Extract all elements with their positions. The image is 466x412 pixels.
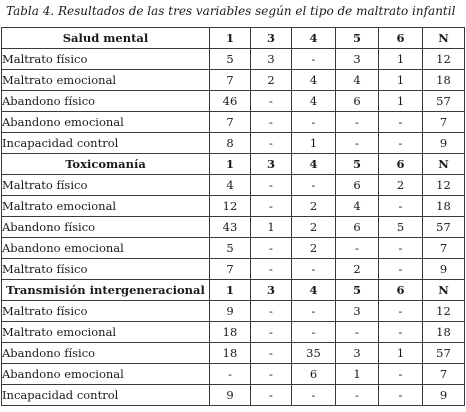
column-header: 1 [210,280,251,301]
table-cell: - [336,112,379,133]
table-cell: - [251,238,292,259]
table-cell: - [292,259,336,280]
table-cell: 57 [423,343,465,364]
column-header: 5 [336,154,379,175]
row-label: Abandono físico [2,217,210,238]
table-cell: 46 [210,91,251,112]
table-cell: 7 [423,364,465,385]
table-cell: 1 [336,364,379,385]
table-row [2,196,465,217]
table-cell: 7 [423,112,465,133]
table-cell: - [251,112,292,133]
section-title: Salud mental [2,28,210,49]
table-row [2,301,465,322]
row-label: Maltrato emocional [2,70,210,91]
table-cell: 1 [292,133,336,154]
table-cell: 43 [210,217,251,238]
table-row [2,91,465,112]
table-cell: 6 [336,91,379,112]
table-cell: - [251,364,292,385]
table-cell: 57 [423,217,465,238]
table-cell: - [292,385,336,406]
table-cell: - [251,196,292,217]
table-cell: 18 [423,322,465,343]
table-cell: 18 [210,343,251,364]
row-label: Abandono emocional [2,364,210,385]
table-cell: 1 [379,91,423,112]
row-label: Abandono físico [2,343,210,364]
table-cell: 7 [210,259,251,280]
table-cell: 1 [379,343,423,364]
table-cell: 9 [210,385,251,406]
table-cell: 18 [423,70,465,91]
table-cell: 12 [423,301,465,322]
table-cell: - [251,301,292,322]
section-header-row [2,28,465,49]
column-header: 3 [251,28,292,49]
table-cell: - [379,301,423,322]
table-cell: - [336,322,379,343]
table-row [2,322,465,343]
section-title: Transmisión intergeneracional [2,280,210,301]
table-row [2,49,465,70]
table-cell: 6 [336,217,379,238]
column-header: N [423,154,465,175]
table-cell: 9 [423,385,465,406]
table-cell: 5 [379,217,423,238]
column-header: 3 [251,154,292,175]
table-cell: - [336,238,379,259]
table-cell: - [336,385,379,406]
table-cell: - [251,91,292,112]
table-row [2,259,465,280]
table-cell: 7 [423,238,465,259]
column-header: 4 [292,280,336,301]
column-header: 4 [292,28,336,49]
column-header: 4 [292,154,336,175]
column-header: N [423,280,465,301]
table-cell: 12 [210,196,251,217]
column-header: 6 [379,154,423,175]
table-cell: - [379,364,423,385]
table-cell: 8 [210,133,251,154]
table-cell: - [292,301,336,322]
table-row [2,343,465,364]
table-cell: 4 [336,70,379,91]
row-label: Maltrato físico [2,175,210,196]
table-cell: 6 [292,364,336,385]
table-row [2,217,465,238]
table-cell: 18 [210,322,251,343]
column-header: 5 [336,28,379,49]
column-header: 5 [336,280,379,301]
table-cell: 4 [336,196,379,217]
table-row [2,112,465,133]
section-title: Toxicomanía [2,154,210,175]
table-cell: 9 [423,133,465,154]
row-label: Maltrato emocional [2,196,210,217]
table-cell: - [292,49,336,70]
column-header: 6 [379,28,423,49]
table-cell: 4 [292,70,336,91]
table-cell: 3 [336,49,379,70]
table-cell: 12 [423,175,465,196]
table-cell: - [379,322,423,343]
table-cell: 1 [251,217,292,238]
table-row [2,364,465,385]
row-label: Incapacidad control [2,133,210,154]
table-caption: Tabla 4. Resultados de las tres variables según el tipo de maltrato infantil [6,4,456,18]
table-cell: - [379,112,423,133]
table-row [2,133,465,154]
table-cell: 1 [379,49,423,70]
table-cell: 3 [251,49,292,70]
table-cell: 9 [423,259,465,280]
row-label: Abandono físico [2,91,210,112]
results-table [1,27,465,406]
table-cell: 57 [423,91,465,112]
table-cell: 3 [336,343,379,364]
table-cell: 2 [292,217,336,238]
table-cell: 2 [292,196,336,217]
table-cell: - [251,133,292,154]
table-cell: - [292,112,336,133]
table-cell: 18 [423,196,465,217]
table-cell: 3 [336,301,379,322]
table-cell: 1 [379,70,423,91]
table-cell: 35 [292,343,336,364]
table-row [2,70,465,91]
table-cell: 12 [423,49,465,70]
column-header: 1 [210,28,251,49]
table-cell: - [251,259,292,280]
table-cell: - [379,196,423,217]
table-cell: - [379,133,423,154]
table-cell: - [210,364,251,385]
row-label: Abandono emocional [2,238,210,259]
row-label: Abandono emocional [2,112,210,133]
table-cell: - [251,322,292,343]
table-cell: 5 [210,49,251,70]
table-cell: - [379,238,423,259]
table-cell: 2 [336,259,379,280]
table-cell: 9 [210,301,251,322]
table-cell: - [379,259,423,280]
table-row [2,238,465,259]
column-header: 6 [379,280,423,301]
table-row [2,385,465,406]
row-label: Maltrato emocional [2,322,210,343]
section-header-row [2,280,465,301]
section-header-row [2,154,465,175]
table-cell: - [251,175,292,196]
table-cell: 4 [210,175,251,196]
row-label: Maltrato físico [2,49,210,70]
table-row [2,175,465,196]
row-label: Incapacidad control [2,385,210,406]
column-header: 1 [210,154,251,175]
table-cell: 4 [292,91,336,112]
table-cell: 2 [251,70,292,91]
table-cell: - [379,385,423,406]
table-cell: 5 [210,238,251,259]
table-cell: 2 [379,175,423,196]
table-cell: - [292,322,336,343]
table-cell: 7 [210,112,251,133]
column-header: 3 [251,280,292,301]
row-label: Maltrato físico [2,259,210,280]
table-cell: 7 [210,70,251,91]
table-cell: 6 [336,175,379,196]
row-label: Maltrato físico [2,301,210,322]
table-cell: - [336,133,379,154]
table-cell: - [292,175,336,196]
table-cell: - [251,385,292,406]
table-cell: - [251,343,292,364]
table-cell: 2 [292,238,336,259]
column-header: N [423,28,465,49]
